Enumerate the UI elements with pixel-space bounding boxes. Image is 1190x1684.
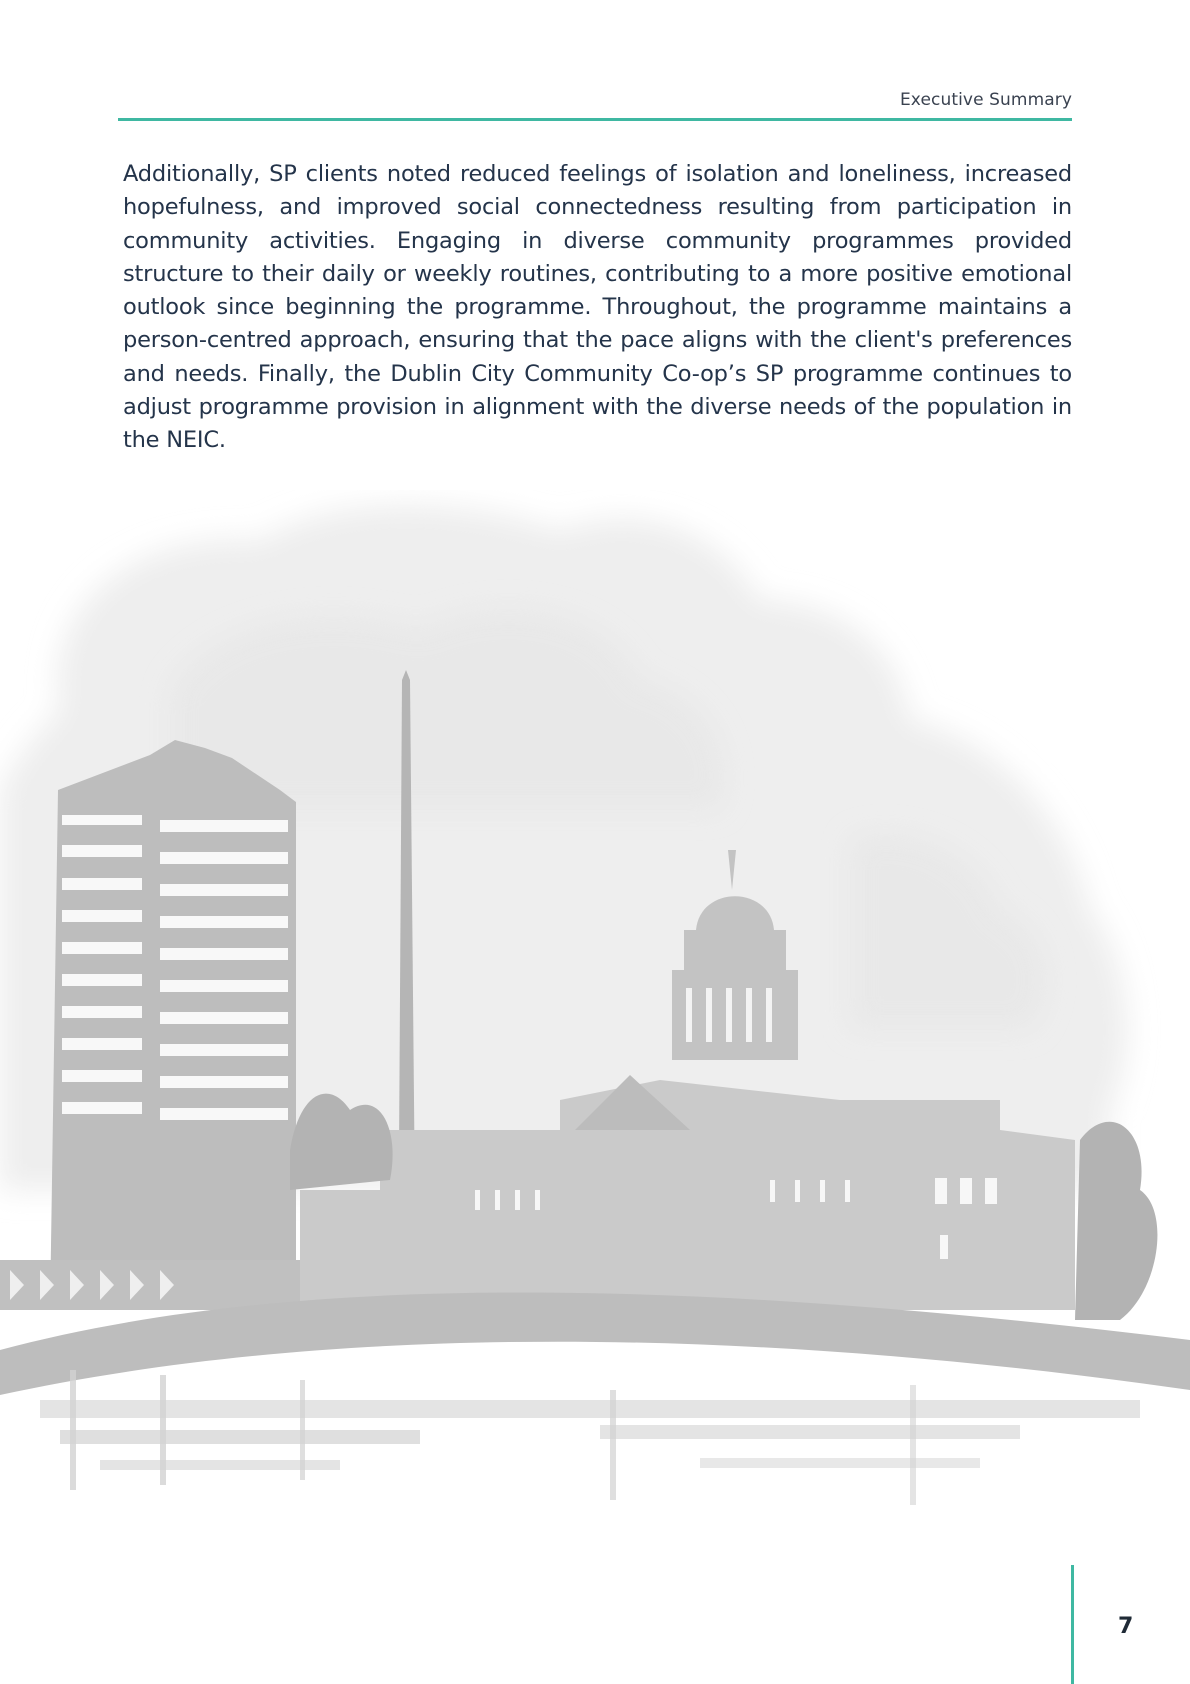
- page-number: 7: [1118, 1614, 1134, 1639]
- section-header: Executive Summary: [899, 90, 1072, 110]
- body-paragraph: Additionally, SP clients noted reduced feelings of isolation and loneliness, increased hopefulness, and improved social connectedness resulting from participation in community activities. Engaging in diverse community programmes provided structure to their daily or weekly routines, contributing to a more positive emotional outlook since beginning the programme. Throughout, the programme maintains a person-centred approach, ensuring that the pace aligns with the client's preferences and needs. Finally, the Dublin City Community Co-op’s SP programme continues to adjust programme provision in alignment with the diverse needs of the population in the NEIC.: [123, 161, 1072, 454]
- river-reflection: [40, 1370, 1140, 1505]
- dublin-skyline-illustration: [0, 490, 1190, 1684]
- header-divider: [118, 118, 1072, 121]
- tower-building: [50, 740, 296, 1310]
- footer-divider: [1071, 1565, 1074, 1684]
